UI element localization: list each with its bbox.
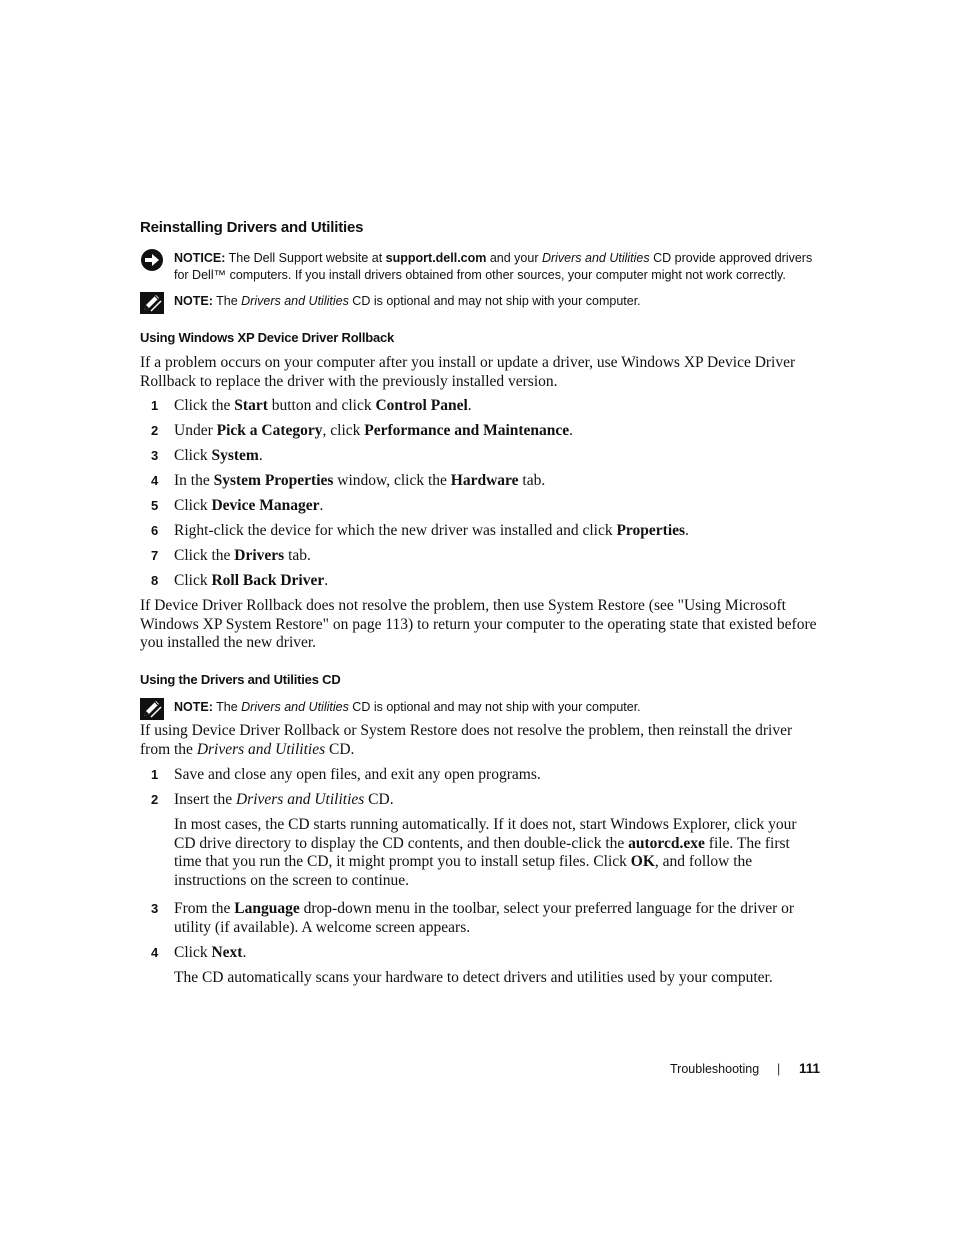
step-number: 1	[151, 398, 159, 413]
step-text: Click System.	[174, 447, 263, 464]
cd-heading: Using the Drivers and Utilities CD	[140, 672, 341, 687]
rollback-step-6	[140, 522, 820, 541]
cd-step-3	[140, 900, 820, 937]
step-number: 8	[151, 573, 159, 588]
cd-step-1	[140, 766, 820, 785]
note-block	[140, 293, 820, 310]
step-number: 1	[151, 767, 159, 782]
step-text: From the Language drop-down menu in the toolbar, select your preferred language for the driver or utility (if available). A welcome screen appears.	[174, 900, 795, 936]
step-text: In the System Properties window, click the Hardware tab.	[174, 472, 546, 489]
note-text: CD is optional and may not ship with your computer.	[348, 700, 641, 714]
step-number: 7	[151, 548, 159, 563]
step-text: Click the Start button and click Control Panel.	[174, 397, 472, 414]
cd-intro-cd-name: Drivers and Utilities	[196, 740, 326, 758]
notice-arrow-icon	[140, 248, 164, 277]
rollback-heading: Using Windows XP Device Driver Rollback	[140, 330, 395, 345]
cd-intro	[140, 722, 820, 759]
autorcd-filename: autorcd.exe	[628, 834, 705, 852]
note-cd-name: Drivers and Utilities	[241, 700, 349, 714]
step-number: 2	[151, 423, 159, 438]
step-number: 5	[151, 498, 159, 513]
note-label: NOTE:	[174, 700, 213, 714]
rollback-step-5	[140, 497, 820, 516]
cd-intro-text: If using Device Driver Rollback or System Restore does not resolve the problem, then reinstall the driver from the	[140, 722, 793, 758]
step-text: Click Roll Back Driver.	[174, 572, 329, 589]
rollback-outro: If Device Driver Rollback does not resolve the problem, then use System Restore (see "Using Microsoft Windows XP System Restore" on page 113) to return your computer to the operating state that existed before you installed the new driver.	[140, 597, 817, 652]
rollback-step-4	[140, 472, 820, 491]
rollback-step-2	[140, 422, 820, 441]
step-text: Click Device Manager.	[174, 497, 324, 514]
notice-cd-name: Drivers and Utilities	[541, 251, 650, 265]
step-number: 4	[151, 473, 159, 488]
footer-separator: |	[777, 1062, 781, 1076]
rollback-step-7	[140, 547, 820, 566]
notice-label: NOTICE:	[174, 251, 226, 265]
cd-step-2	[140, 791, 820, 810]
step-text: Right-click the device for which the new driver was installed and click Properties.	[174, 522, 689, 539]
cd-step-4	[140, 944, 820, 963]
note-block	[140, 699, 820, 716]
step-text: Under Pick a Category, click Performance and Maintenance.	[174, 422, 574, 439]
section-title: Reinstalling Drivers and Utilities	[140, 219, 364, 236]
rollback-step-1	[140, 397, 820, 416]
step-text: Click the Drivers tab.	[174, 547, 311, 564]
notice-text: CD provide approved drivers for Dell™ computers. If you install drivers obtained from other sources, your computer might not work correctly.	[174, 251, 813, 282]
rollback-step-8	[140, 572, 820, 591]
notice-text: The Dell Support website at	[225, 251, 386, 265]
rollback-step-3	[140, 447, 820, 466]
notice-site: support.dell.com	[385, 251, 487, 265]
note-pencil-icon	[140, 292, 164, 319]
footer-section: Troubleshooting	[670, 1062, 760, 1076]
ok-label: OK	[630, 853, 655, 871]
step-text: Click Next.	[174, 944, 247, 961]
notice-text: and your	[486, 251, 542, 265]
cd-step-2-detail: In most cases, the CD starts running automatically. If it does not, start Windows Explorer, click your CD drive directory to display the CD contents, and then double-click the autorcd.exe file. The first time that you run the CD, it might prompt you to install setup files. Click OK, and follow the instructions on the screen to continue.	[174, 816, 797, 889]
step-number: 3	[151, 901, 159, 916]
step-text: Insert the Drivers and Utilities CD.	[174, 791, 394, 808]
note-text: CD is optional and may not ship with your computer.	[348, 294, 641, 308]
step-number: 6	[151, 523, 159, 538]
note-text: The	[212, 294, 242, 308]
cd-step-4-detail: The CD automatically scans your hardware to detect drivers and utilities used by your computer.	[174, 969, 773, 986]
step-number: 2	[151, 792, 159, 807]
note-text: The	[212, 700, 242, 714]
rollback-intro: If a problem occurs on your computer after you install or update a driver, use Windows XP Device Driver Rollback to replace the driver with the previously installed version.	[140, 354, 796, 390]
note-pencil-icon	[140, 698, 164, 725]
step-text: Save and close any open files, and exit any open programs.	[174, 766, 541, 783]
note-cd-name: Drivers and Utilities	[241, 294, 349, 308]
page-number: 111	[799, 1061, 821, 1076]
step-number: 4	[151, 945, 159, 960]
step-number: 3	[151, 448, 159, 463]
note-label: NOTE:	[174, 294, 213, 308]
cd-intro-text: CD.	[325, 740, 355, 758]
notice-block	[140, 250, 820, 284]
